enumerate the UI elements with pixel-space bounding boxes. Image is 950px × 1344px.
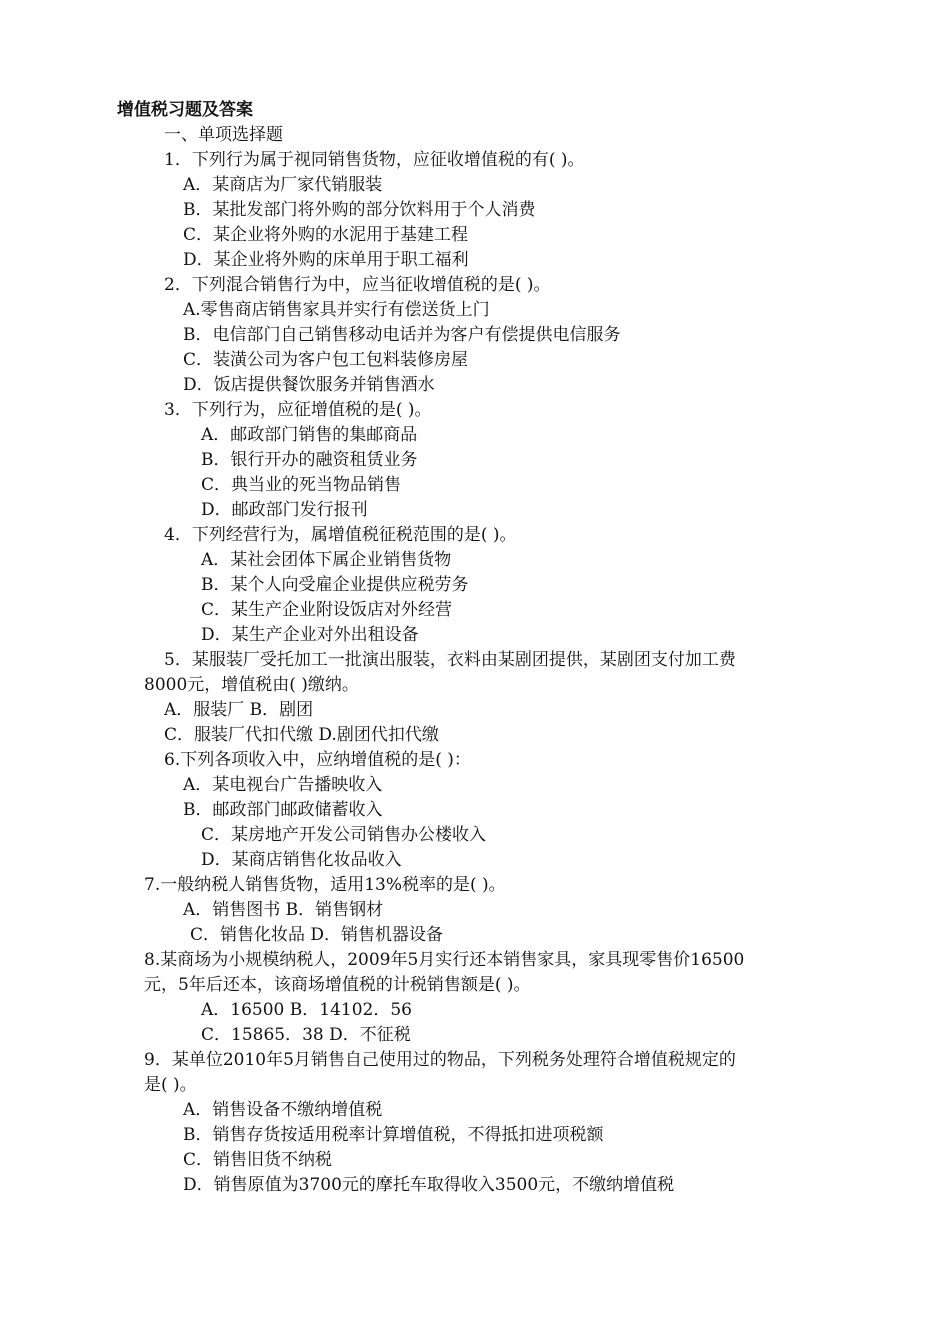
- question-3: 3．下列行为，应征增值税的是( )。: [164, 400, 432, 420]
- question-5-cont: 8000元，增值税由( )缴纳。: [144, 675, 359, 695]
- option-4a: A．某社会团体下属企业销售货物: [201, 550, 452, 570]
- question-4: 4．下列经营行为，属增值税征税范围的是( )。: [164, 525, 517, 545]
- question-1: 1．下列行为属于视同销售货物，应征收增值税的有( )。: [164, 150, 585, 170]
- question-6: 6.下列各项收入中，应纳增值税的是( )：: [164, 750, 471, 770]
- option-2b: B．电信部门自己销售移动电话并为客户有偿提供电信服务: [183, 325, 621, 345]
- option-2a: A.零售商店销售家具并实行有偿送货上门: [183, 300, 490, 320]
- question-8: 8.某商场为小规模纳税人，2009年5月实行还本销售家具，家具现零售价16500: [144, 950, 745, 970]
- option-3a: A．邮政部门销售的集邮商品: [201, 425, 418, 445]
- options-8ab: A．16500 B．14102．56: [201, 1000, 412, 1020]
- option-1d: D．某企业将外购的床单用于职工福利: [183, 250, 469, 270]
- option-6d: D．某商店销售化妆品收入: [201, 850, 402, 870]
- option-1c: C．某企业将外购的水泥用于基建工程: [183, 225, 469, 245]
- option-4b: B．某个人向受雇企业提供应税劳务: [201, 575, 469, 595]
- question-7: 7.一般纳税人销售货物，适用13%税率的是( )。: [144, 875, 506, 895]
- option-6b: B．邮政部门邮政储蓄收入: [183, 800, 383, 820]
- option-9b: B．销售存货按适用税率计算增值税，不得抵扣进项税额: [183, 1125, 604, 1145]
- question-8-cont: 元，5年后还本，该商场增值税的计税销售额是( )。: [144, 975, 531, 995]
- option-4c: C．某生产企业附设饭店对外经营: [201, 600, 453, 620]
- options-7ab: A．销售图书 B．销售钢材: [183, 900, 384, 920]
- option-1b: B．某批发部门将外购的部分饮料用于个人消费: [183, 200, 536, 220]
- option-6c: C．某房地产开发公司销售办公楼收入: [201, 825, 487, 845]
- doc-title: 增值税习题及答案: [117, 100, 253, 120]
- option-2d: D．饭店提供餐饮服务并销售酒水: [183, 375, 435, 395]
- option-3b: B．银行开办的融资租赁业务: [201, 450, 418, 470]
- option-1a: A．某商店为厂家代销服装: [183, 175, 383, 195]
- option-3d: D．邮政部门发行报刊: [201, 500, 368, 520]
- option-3c: C．典当业的死当物品销售: [201, 475, 402, 495]
- option-9c: C．销售旧货不纳税: [183, 1150, 333, 1170]
- section-heading: 一、单项选择题: [164, 125, 283, 145]
- options-8cd: C．15865．38 D．不征税: [201, 1025, 411, 1045]
- option-6a: A．某电视台广告播映收入: [183, 775, 383, 795]
- question-9: 9．某单位2010年5月销售自己使用过的物品，下列税务处理符合增值税规定的: [144, 1050, 736, 1070]
- question-9-cont: 是( )。: [144, 1075, 197, 1095]
- option-9a: A．销售设备不缴纳增值税: [183, 1100, 383, 1120]
- options-7cd: C．销售化妆品 D．销售机器设备: [190, 925, 444, 945]
- option-9d: D．销售原值为3700元的摩托车取得收入3500元，不缴纳增值税: [183, 1175, 675, 1195]
- options-5cd: C．服装厂代扣代缴 D.剧团代扣代缴: [164, 725, 439, 745]
- option-4d: D．某生产企业对外出租设备: [201, 625, 419, 645]
- question-5: 5．某服装厂受托加工一批演出服装，衣料由某剧团提供，某剧团支付加工费: [164, 650, 736, 670]
- option-2c: C．装潢公司为客户包工包料装修房屋: [183, 350, 469, 370]
- question-2: 2．下列混合销售行为中，应当征收增值税的是( )。: [164, 275, 551, 295]
- options-5ab: A．服装厂 B．剧团: [164, 700, 314, 720]
